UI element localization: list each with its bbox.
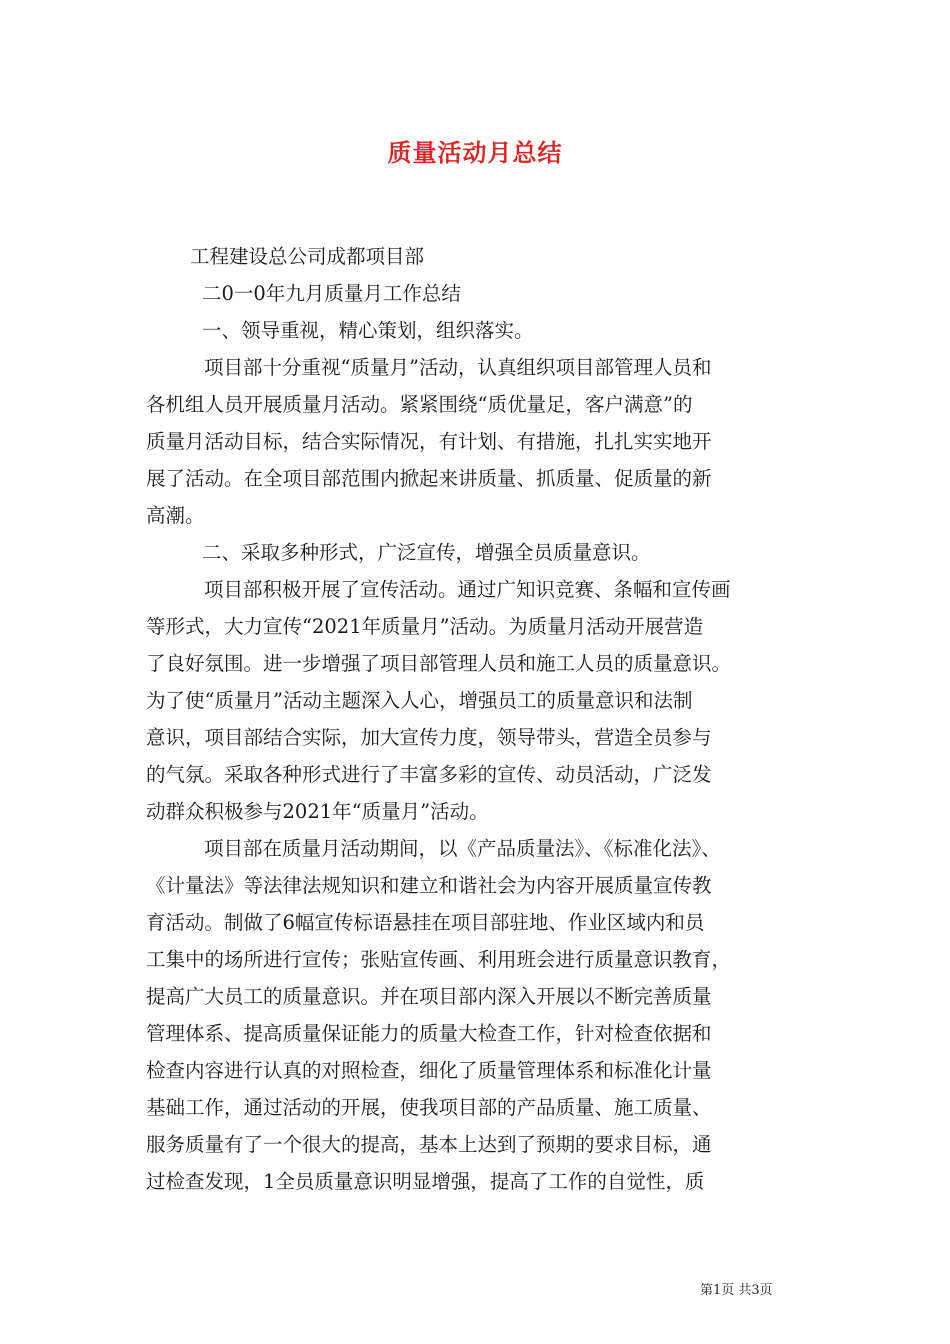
page-number: 第1页 共3页: [700, 1283, 773, 1298]
subtitle-line: 二0一0年九月质量月工作总结: [202, 282, 461, 305]
paragraph-line: 服务质量有了一个很大的提高，基本上达到了预期的要求目标，通: [146, 1133, 712, 1156]
paragraph-line: 项目部在质量月活动期间，以《产品质量法》、《标准化法》、: [204, 837, 721, 860]
paragraph-line: 过检查发现，1全员质量意识明显增强，提高了工作的自觉性，质: [146, 1170, 705, 1193]
document-title: 质量活动月总结: [387, 138, 563, 167]
paragraph-line: 项目部十分重视“质量月”活动，认真组织项目部管理人员和: [204, 356, 712, 379]
section-heading-1: 一、领导重视，精心策划，组织落实。: [202, 319, 534, 342]
paragraph-line: 项目部积极开展了宣传活动。通过广知识竞赛、条幅和宣传画: [204, 578, 731, 601]
paragraph-line: 提高广大员工的质量意识。并在项目部内深入开展以不断完善质量: [146, 985, 712, 1008]
paragraph-line: 高潮。: [146, 504, 205, 527]
org-line: 工程建设总公司成都项目部: [190, 245, 425, 268]
paragraph-line: 意识，项目部结合实际，加大宣传力度，领导带头，营造全员参与: [146, 726, 712, 749]
paragraph-line: 检查内容进行认真的对照检查，细化了质量管理体系和标准化计量: [146, 1059, 712, 1082]
paragraph-line: 展了活动。在全项目部范围内掀起来讲质量、抓质量、促质量的新: [146, 467, 712, 490]
paragraph-line: 各机组人员开展质量月活动。紧紧围绕“质优量足，客户满意”的: [146, 393, 693, 416]
paragraph-line: 了良好氛围。进一步增强了项目部管理人员和施工人员的质量意识。: [146, 652, 732, 675]
paragraph-line: 质量月活动目标，结合实际情况，有计划、有措施，扎扎实实地开: [146, 430, 712, 453]
document-body: [146, 238, 810, 1200]
paragraph-line: 等形式，大力宣传“2021年质量月”活动。为质量月活动开展营造: [146, 615, 704, 638]
paragraph-line: 基础工作，通过活动的开展，使我项目部的产品质量、施工质量、: [146, 1096, 712, 1119]
paragraph-line: 工集中的场所进行宣传；张贴宣传画、利用班会进行质量意识教育，: [146, 948, 732, 971]
paragraph-line: 的气氛。采取各种形式进行了丰富多彩的宣传、动员活动，广泛发: [146, 763, 712, 786]
paragraph-line: 为了使“质量月”活动主题深入人心，增强员工的质量意识和法制: [146, 689, 693, 712]
section-heading-2: 二、采取多种形式，广泛宣传，增强全员质量意识。: [202, 541, 651, 564]
paragraph-line: 动群众积极参与2021年“质量月”活动。: [146, 800, 489, 823]
paragraph-line: 育活动。制做了6幅宣传标语悬挂在项目部驻地、作业区域内和员: [146, 911, 705, 934]
paragraph-line: 管理体系、提高质量保证能力的质量大检查工作，针对检查依据和: [146, 1022, 712, 1045]
paragraph-line: 《计量法》等法律法规知识和建立和谐社会为内容开展质量宣传教: [146, 874, 712, 897]
